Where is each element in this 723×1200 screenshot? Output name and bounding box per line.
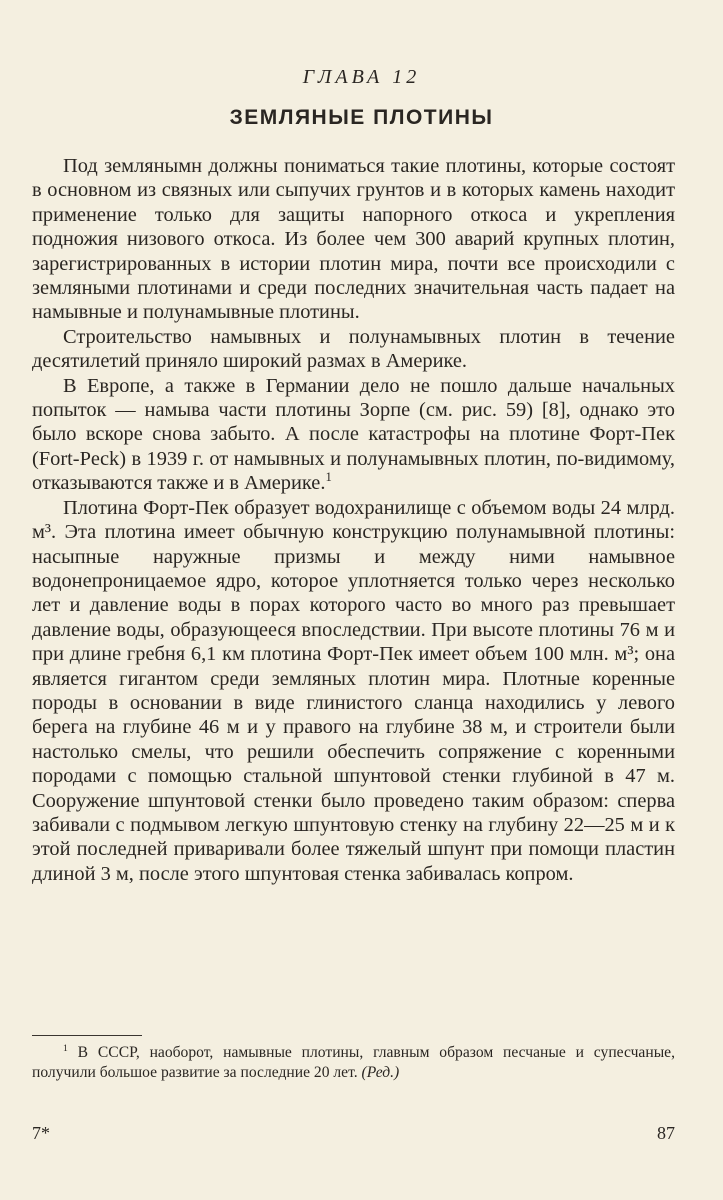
chapter-body — [32, 154, 675, 886]
footnote-text: В СССР, наоборот, намывные плотины, главным образом песчаные и супесчаные, получили большое развитие за последние 20 лет. — [32, 1044, 675, 1081]
printer-signature-mark: 7* — [32, 1123, 50, 1143]
footnote — [32, 1043, 675, 1082]
editor-note: (Ред.) — [361, 1063, 400, 1081]
paragraph-1: Под землянымн должны пониматься такие плотины, которые состоят в основном из связных или сыпучих грунтов и в которых камень находит применение только для защиты напорного откоса и укрепления подножия низового откоса. Из более чем 300 аварий крупных плотин, зарегистрированных в истории плотин мира, почти все происходили с земляными плотинами и среди последних значительная часть падает на намывные и полунамывные плотины. — [32, 155, 675, 324]
footnote-reference: 1 — [325, 470, 332, 485]
paragraph-3-text: В Европе, а также в Германии дело не пошло дальше начальных попыток — намыва части плотины Зорпе (см. рис. 59) [8], однако это было вскоре снова забыто. А после катастрофы на плотине Форт-Пек (Fort-Peck) в 1939 г. от намывных и полунамывных плотин, по-видимому, отказываются также и в Америке. — [32, 374, 675, 495]
page-number: 87 — [657, 1123, 675, 1143]
chapter-title: ЗЕМЛЯНЫЕ ПЛОТИНЫ — [229, 106, 494, 129]
footnote-marker: 1 — [63, 1042, 68, 1054]
paragraph-4: Плотина Форт-Пек образует водохранилище с объемом воды 24 млрд. м³. Эта плотина имеет обычную конструкцию полунамывной плотины: насыпные наружные призмы и между ними намывное водонепроницаемое ядро, которое уплотняется только через несколько лет и давление воды в порах которого часто во много раз превышает давление воды, образующееся впоследствии. При высоте плотины 76 м и при длине гребня 6,1 км плотина Форт-Пек имеет объем 100 млн. м³; она является гигантом среди земляных плотин мира. Плотные коренные породы в основании в виде глинистого сланца находились у левого берега на глубине 46 м и у правого на глубине 38 м, и строители были настолько смелы, что решили обеспечить сопряжение с коренными породами с помощью стальной шпунтовой стенки глубиной в 47 м. Сооружение шпунтовой стенки было проведено таким образом: сперва забивали с подмывом легкую шпунтовую стенку на глубину 22—25 м и к этой последней приваривали более тяжелый шпунт при помощи пластин длиной 3 м, после этого шпунтовая стенка забивалась копром. — [32, 496, 675, 885]
paragraph-2: Строительство намывных и полунамывных плотин в течение десятилетий приняло широкий размах в Америке. — [32, 325, 675, 373]
paragraph-3 — [32, 374, 675, 496]
footnote-paragraph — [32, 1043, 675, 1082]
chapter-label: ГЛАВА 12 — [302, 66, 421, 88]
footnote-divider — [32, 1035, 142, 1036]
